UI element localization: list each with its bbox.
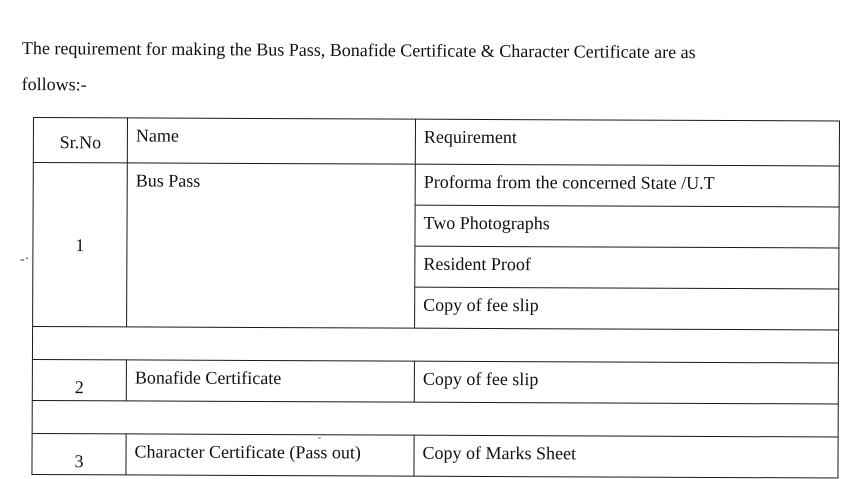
spacer-cell xyxy=(32,327,838,364)
intro-line-2: follows:- xyxy=(21,73,87,95)
spacer-cell xyxy=(32,400,838,437)
intro-line-1: The requirement for making the Bus Pass, Bonafide Certificate & Character Certificate are as xyxy=(21,37,696,63)
row-2-requirement-1: Copy of fee slip xyxy=(414,361,838,404)
row-1-requirement-1: Proforma from the concerned State /U.T xyxy=(415,164,839,207)
row-2-srno: 2 xyxy=(32,359,126,400)
spacer-row xyxy=(32,327,838,364)
header-name: Name xyxy=(127,118,415,164)
spacer-row xyxy=(32,400,838,437)
intro-paragraph xyxy=(22,30,822,107)
table-row xyxy=(32,359,838,404)
row-3-srno: 3 xyxy=(32,433,126,474)
stray-mark: -· xyxy=(20,252,30,267)
row-1-requirement-2: Two Photographs xyxy=(415,205,839,248)
table-row xyxy=(32,433,838,478)
row-1-requirement-4: Copy of fee slip xyxy=(415,287,839,330)
table-row xyxy=(33,163,839,208)
row-3-requirement-1: Copy of Marks Sheet xyxy=(414,435,838,478)
row-1-name: Bus Pass xyxy=(127,163,416,328)
row-2-name: Bonafide Certificate xyxy=(126,360,414,402)
header-srno: Sr.No xyxy=(33,118,127,163)
row-1-requirement-3: Resident Proof xyxy=(415,246,839,289)
row-1-srno: 1 xyxy=(33,163,128,327)
header-requirement: Requirement xyxy=(415,119,839,166)
row-3-name: Character Certificate (Pass out) xyxy=(126,434,414,476)
table-header-row xyxy=(33,118,839,167)
requirements-table xyxy=(31,117,840,479)
